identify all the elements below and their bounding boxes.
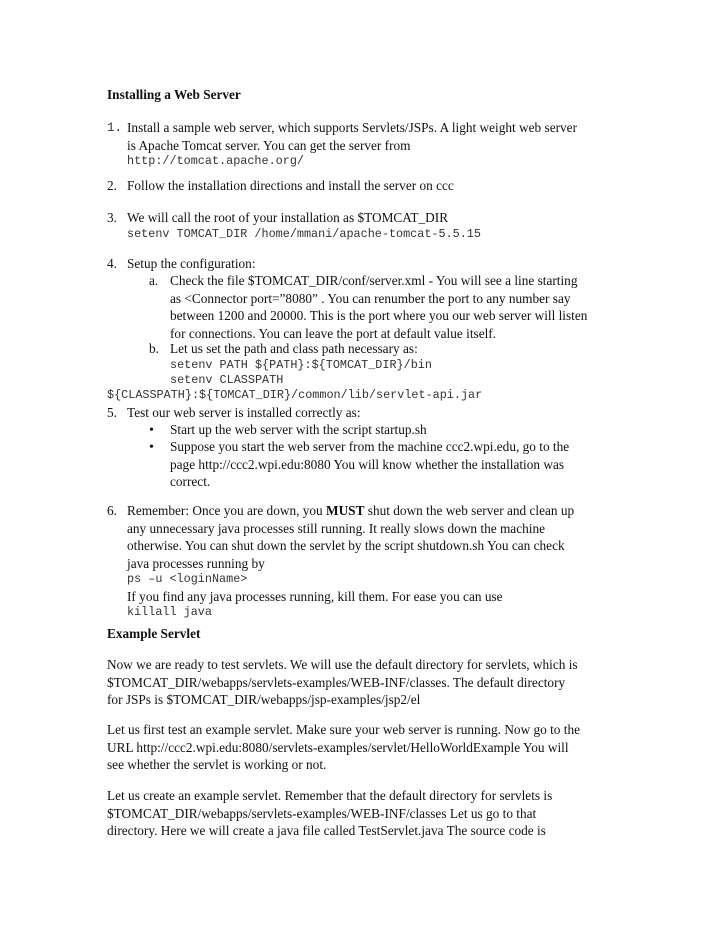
text-line: java processes running by xyxy=(127,555,265,571)
text-line: Test our web server is installed correctly as: xyxy=(127,405,361,420)
text-line: Now we are ready to test servlets. We will use the default directory for servlets, which is xyxy=(107,657,578,672)
code-line: setenv TOMCAT_DIR /home/mmani/apache-tomcat-5.5.15 xyxy=(127,226,481,241)
text-line: Start up the web server with the script startup.sh xyxy=(170,422,427,437)
bullet-icon: • xyxy=(149,440,154,455)
text-line: Check the file $TOMCAT_DIR/conf/server.xml - You will see a line starting xyxy=(170,273,578,288)
text-line: $TOMCAT_DIR/webapps/servlets-examples/WEB-INF/classes Let us go to that xyxy=(107,805,537,821)
text-line: is Apache Tomcat server. You can get the server from xyxy=(127,137,411,153)
text-line: Setup the configuration: xyxy=(127,256,256,271)
text-line: page http://ccc2.wpi.edu:8080 You will know whether the installation was xyxy=(170,456,565,472)
text-span: shut down the web server and clean up xyxy=(364,503,575,518)
bullet-text xyxy=(170,421,620,439)
text-line: for connections. You can leave the port at default value itself. xyxy=(170,325,497,341)
text-line: Follow the installation directions and install the server on ccc xyxy=(127,178,454,193)
text-line: correct. xyxy=(170,474,211,489)
paragraph xyxy=(107,721,617,774)
item-number: 5. xyxy=(107,405,117,420)
item-text xyxy=(127,119,627,170)
text-line: any unnecessary java processes still running. It really slows down the machine xyxy=(127,520,546,536)
bullet-icon: • xyxy=(149,423,154,438)
paragraph xyxy=(107,656,617,709)
code-line: ps –u <loginName> xyxy=(127,572,248,586)
code-line-wrapped: ${CLASSPATH}:${TOMCAT_DIR}/common/lib/servlet-api.jar xyxy=(107,388,483,402)
text-line: directory. Here we will create a java file called TestServlet.java The source code is xyxy=(107,823,546,838)
section-heading-installing: Installing a Web Server xyxy=(107,87,241,102)
text-line: Let us set the path and class path necessary as: xyxy=(170,341,418,356)
item-text xyxy=(127,209,627,242)
code-line: http://tomcat.apache.org/ xyxy=(127,154,304,168)
text-line: $TOMCAT_DIR/webapps/servlets-examples/WEB-INF/classes. The default directory xyxy=(107,674,566,690)
text-line: Suppose you start the web server from the machine ccc2.wpi.edu, go to the xyxy=(170,439,570,454)
sub-item-label: b. xyxy=(149,341,159,356)
text-line: URL http://ccc2.wpi.edu:8080/servlets-examples/servlet/HelloWorldExample You will xyxy=(107,739,569,755)
text-line: If you find any java processes running, kill them. For ease you can use xyxy=(127,588,503,604)
text-line: otherwise. You can shut down the servlet by the script shutdown.sh You can check xyxy=(127,538,565,553)
sub-item-label: a. xyxy=(149,273,159,288)
paragraph xyxy=(107,787,617,840)
code-line: setenv PATH ${PATH}:${TOMCAT_DIR}/bin xyxy=(170,357,432,372)
item-number: 6. xyxy=(107,503,117,518)
code-line: killall java xyxy=(127,605,212,619)
item-text xyxy=(127,502,627,621)
text-line: Install a sample web server, which supports Servlets/JSPs. A light weight web server xyxy=(127,120,578,135)
section-heading-example-servlet: Example Servlet xyxy=(107,626,201,641)
text-line: We will call the root of your installation as $TOMCAT_DIR xyxy=(127,210,449,225)
text-line: Let us first test an example servlet. Make sure your web server is running. Now go to the xyxy=(107,722,581,737)
text-span: Remember: Once you are down, you xyxy=(127,503,327,518)
sub-item-text xyxy=(170,272,620,342)
bullet-text xyxy=(170,438,620,491)
code-line: setenv CLASSPATH xyxy=(170,373,284,387)
text-line: for JSPs is $TOMCAT_DIR/webapps/jsp-examples/jsp2/el xyxy=(107,692,421,707)
text-line: as <Connector port=”8080” . You can renumber the port to any number say xyxy=(170,290,571,306)
item-number: 4. xyxy=(107,256,117,271)
emphasis-must: MUST xyxy=(326,503,365,518)
text-line: between 1200 and 20000. This is the port where you our web server will listen xyxy=(170,308,588,323)
item-number: 1. xyxy=(107,121,123,135)
text-line: see whether the servlet is working or not. xyxy=(107,757,327,772)
text-line xyxy=(127,502,627,520)
item-number: 3. xyxy=(107,210,117,225)
sub-item-text xyxy=(170,340,620,389)
text-line: Let us create an example servlet. Remember that the default directory for servlets is xyxy=(107,788,553,803)
item-number: 2. xyxy=(107,178,117,193)
